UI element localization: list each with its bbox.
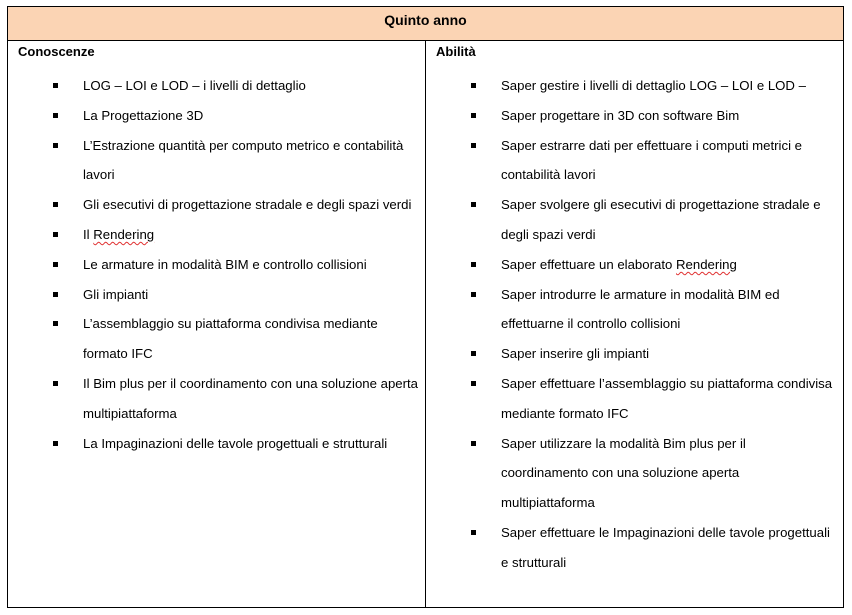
abilita-list [426, 71, 843, 578]
right-list-item [426, 369, 843, 429]
list-item-text: Le armature in modalità BIM e controllo collisioni [83, 256, 367, 272]
list-item-text: La Impaginazioni delle tavole progettuali e strutturali [83, 435, 388, 451]
left-list-item [8, 429, 426, 459]
square-bullet-icon [471, 262, 476, 267]
table-header-row [8, 7, 843, 41]
square-bullet-icon [53, 113, 58, 118]
right-list-item [426, 101, 843, 131]
list-item-text: Il Bim plus per il coordinamento con una soluzione aperta multipiattaforma [83, 375, 419, 421]
list-item-text: L’assemblaggio su piattaforma condivisa mediante formato IFC [83, 316, 378, 362]
list-item-text: LOG – LOI e LOD – i livelli di dettaglio [83, 78, 306, 93]
square-bullet-icon [471, 202, 476, 207]
left-list-item [8, 280, 426, 310]
left-list-item [8, 250, 426, 280]
square-bullet-icon [471, 441, 476, 446]
list-item-text: Saper introdurre le armature in modalità BIM ed effettuarne il controllo collisioni [501, 286, 780, 332]
square-bullet-icon [53, 321, 58, 326]
spellcheck-word: Rendering [676, 256, 737, 272]
conoscenze-column [8, 41, 426, 607]
list-item-text: L’Estrazione quantità per computo metrico e contabilità lavori [83, 137, 404, 183]
square-bullet-icon [53, 381, 58, 386]
list-item-text: Saper effettuare l’assemblaggio su piattaforma condivisa mediante formato IFC [501, 375, 833, 421]
list-item-text: Saper effettuare le Impaginazioni delle tavole progettuali e strutturali [501, 524, 830, 570]
conoscenze-list [8, 71, 426, 458]
list-item-text: Saper svolgere gli esecutivi di progettazione stradale e degli spazi verdi [501, 197, 821, 242]
list-item-text: Gli impianti [83, 286, 149, 302]
square-bullet-icon [53, 292, 58, 297]
right-list-item [426, 131, 843, 191]
syllabus-table [7, 6, 844, 608]
square-bullet-icon [53, 143, 58, 148]
square-bullet-icon [471, 113, 476, 118]
list-item-text [83, 227, 154, 242]
abilita-column [426, 41, 843, 607]
list-item-text: La Progettazione 3D [83, 107, 204, 123]
square-bullet-icon [53, 262, 58, 267]
list-item-text: Saper progettare in 3D con software Bim [501, 107, 740, 123]
square-bullet-icon [471, 381, 476, 386]
square-bullet-icon [471, 83, 476, 88]
list-item-text-part: Il [83, 226, 94, 242]
right-list-item [426, 280, 843, 340]
left-list-item [8, 190, 426, 220]
list-item-text: Gli esecutivi di progettazione stradale e degli spazi verdi [83, 197, 412, 213]
square-bullet-icon [53, 202, 58, 207]
square-bullet-icon [53, 441, 58, 446]
left-list-item [8, 369, 426, 429]
list-item-text: Saper utilizzare la modalità Bim plus per il coordinamento con una soluzione aperta multipiattaforma [501, 435, 746, 511]
right-list-item [426, 518, 843, 578]
left-list-item [8, 71, 426, 101]
square-bullet-icon [471, 351, 476, 356]
square-bullet-icon [471, 530, 476, 535]
list-item-text: Saper estrarre dati per effettuare i computi metrici e contabilità lavori [501, 137, 803, 183]
table-title: Quinto anno [384, 12, 467, 28]
square-bullet-icon [53, 83, 58, 88]
spellcheck-word: Rendering [93, 226, 155, 242]
square-bullet-icon [471, 143, 476, 148]
right-list-item [426, 250, 843, 280]
right-list-item [426, 71, 843, 101]
list-item-text: Saper inserire gli impianti [501, 346, 650, 362]
right-list-item [426, 429, 843, 518]
left-list-item [8, 101, 426, 131]
left-list-item [8, 309, 426, 369]
left-list-item [8, 131, 426, 191]
left-list-item [8, 220, 426, 250]
right-list-item [426, 190, 843, 250]
square-bullet-icon [471, 292, 476, 297]
list-item-text: Saper gestire i livelli di dettaglio LOG – LOI e LOD – [501, 78, 806, 93]
list-item-text [501, 257, 737, 272]
right-list-item [426, 339, 843, 369]
list-item-text-part: Saper effettuare un elaborato [501, 256, 676, 272]
square-bullet-icon [53, 232, 58, 237]
abilita-heading: Abilità [436, 44, 476, 59]
conoscenze-heading: Conoscenze [18, 44, 95, 59]
